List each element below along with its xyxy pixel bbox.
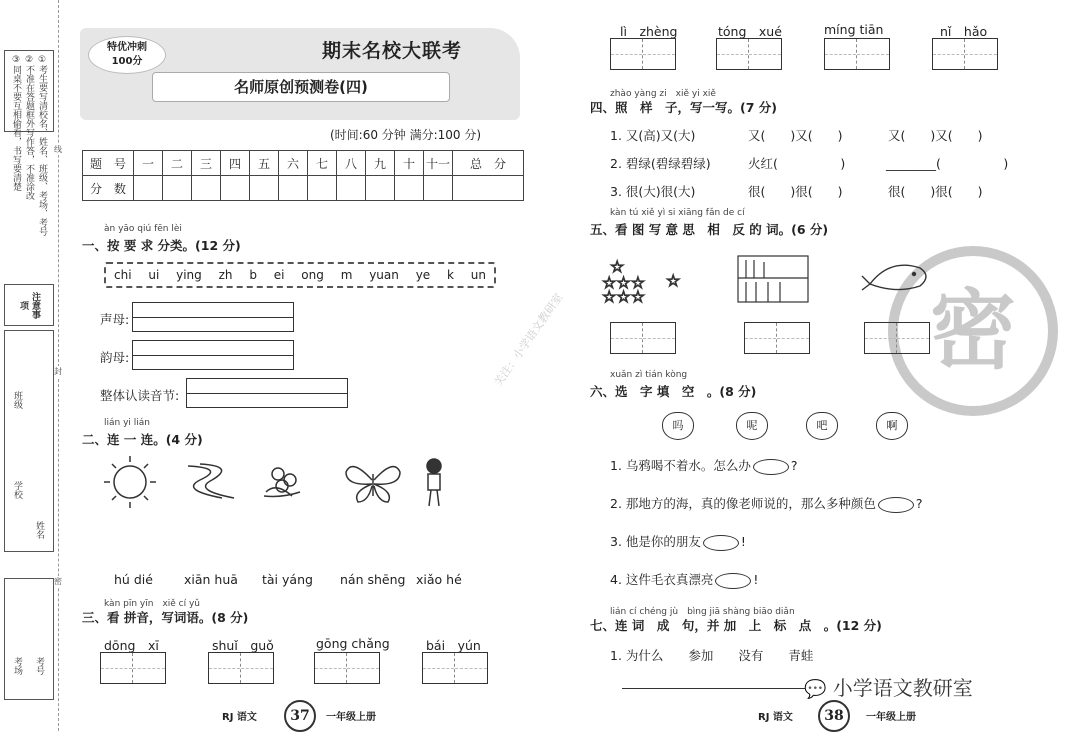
score-value-row xyxy=(83,176,524,201)
badge xyxy=(88,36,166,74)
s4-r3-c2[interactable]: 很( )很( ) xyxy=(748,184,843,199)
score-head: 七 xyxy=(308,151,337,176)
score-head: 六 xyxy=(279,151,308,176)
s5-grid-2[interactable] xyxy=(744,322,810,354)
exam-info-box xyxy=(4,578,54,700)
s6-item-4-text: 4. 这件毛衣真漂亮 xyxy=(610,572,714,587)
confidential-stamp: 密 xyxy=(888,246,1058,416)
word-sun: tài yáng xyxy=(262,572,313,587)
exam-title: 名师原创预测卷(四) xyxy=(152,72,450,102)
letter: ye xyxy=(415,268,431,282)
room-label: 考场 xyxy=(12,657,22,675)
s6-item-1 xyxy=(610,456,798,475)
s4-r2-c3[interactable]: ________( ) xyxy=(886,156,1009,171)
name-label: 姓名 xyxy=(34,521,44,539)
s3-item-4: bái yún xyxy=(426,638,481,653)
s3-grid-1[interactable] xyxy=(100,652,166,684)
word-butterfly: hú dié xyxy=(114,572,153,587)
s6-blank-1[interactable] xyxy=(753,459,789,475)
cut-mark-1: 线 xyxy=(54,145,62,154)
s7-title: 七、连 词 成 句，并 加 上 标 点 。(12 分) xyxy=(590,618,882,633)
sun-icon xyxy=(104,456,156,508)
s6-item-3-end: ! xyxy=(740,534,746,549)
score-head: 三 xyxy=(192,151,221,176)
svg-text:☆☆☆: ☆☆☆ xyxy=(602,287,646,306)
score-cell[interactable] xyxy=(366,176,395,201)
s3-grid-2[interactable] xyxy=(208,652,274,684)
s6-item-3 xyxy=(610,532,746,551)
s6-blank-2[interactable] xyxy=(878,497,914,513)
score-cell[interactable] xyxy=(134,176,163,201)
word-boy: nán shēng xyxy=(340,572,406,587)
footer-left-subject: RJ 语文 xyxy=(222,712,257,723)
river-icon xyxy=(188,464,234,498)
footer-right-grade: 一年级上册 xyxy=(866,712,916,723)
initials-label: 声母: xyxy=(100,312,130,327)
option-a[interactable]: 啊 xyxy=(876,412,908,440)
s3-title: 三、看 拼音，写词语。(8 分) xyxy=(82,610,249,625)
s5-pictures xyxy=(600,250,940,306)
s1-title: 一、按 要 求 分类。(12 分) xyxy=(82,238,241,253)
score-head: 八 xyxy=(337,151,366,176)
s3-item-7: míng tiān xyxy=(824,22,884,37)
option-ne[interactable]: 呢 xyxy=(736,412,768,440)
letter: ong xyxy=(301,268,324,282)
score-head: 四 xyxy=(221,151,250,176)
flower-icon xyxy=(264,468,300,497)
letter: un xyxy=(470,268,486,282)
svg-text:☆☆☆: ☆☆☆ xyxy=(602,273,646,292)
s3-grid-5[interactable] xyxy=(610,38,676,70)
wechat-icon: 💬 xyxy=(804,679,827,700)
footer-right-page: 38 xyxy=(818,700,850,732)
score-head: 十 xyxy=(395,151,424,176)
score-head: 十一 xyxy=(424,151,453,176)
svg-text:☆: ☆ xyxy=(666,271,681,290)
score-row-label: 分 数 xyxy=(83,176,134,201)
class-label: 班级 xyxy=(12,391,22,409)
s7-pinyin: lián cí chéng jù bìng jiā shàng biāo diǎn xyxy=(610,607,795,617)
s4-title: 四、照 样 子，写一写。(7 分) xyxy=(590,100,777,115)
time-info: (时间:60 分钟 满分:100 分) xyxy=(330,128,482,142)
note-line-2: ②不准在答题框外写作答，不准涂改 xyxy=(24,55,34,200)
s3-grid-3[interactable] xyxy=(314,652,380,684)
footer-left-page: 37 xyxy=(284,700,316,732)
s6-blank-3[interactable] xyxy=(703,535,739,551)
whale-icon xyxy=(862,265,926,290)
svg-text:☆: ☆ xyxy=(610,257,625,276)
score-table xyxy=(82,150,524,201)
initials-answer-line[interactable] xyxy=(132,302,294,332)
footer-right-subject: RJ 语文 xyxy=(758,712,793,723)
s4-r3-c3[interactable]: 很( )很( ) xyxy=(888,184,983,199)
cut-mark-3: 密 xyxy=(54,577,62,586)
letter: ei xyxy=(273,268,285,282)
s3-item-2: shuǐ guǒ xyxy=(212,638,274,653)
s2-pinyin: lián yi lián xyxy=(104,418,150,428)
option-ma[interactable]: 吗 xyxy=(662,412,694,440)
s3-item-1: dōng xī xyxy=(104,638,159,653)
score-head: 二 xyxy=(163,151,192,176)
books-icon xyxy=(738,256,808,302)
s5-title: 五、看 图 写 意 思 相 反 的 词。(6 分) xyxy=(590,222,829,237)
score-head: 五 xyxy=(250,151,279,176)
score-cell[interactable] xyxy=(337,176,366,201)
score-cell[interactable] xyxy=(308,176,337,201)
school-label: 学校 xyxy=(12,481,22,499)
s6-item-4-end: ! xyxy=(753,572,759,587)
s3-pinyin: kàn pīn yīn xiě cí yǔ xyxy=(104,599,201,609)
s6-item-2-text: 2. 那地方的海，真的像老师说的，那么多种颜色 xyxy=(610,496,876,511)
binding-strip xyxy=(0,0,62,731)
s5-pinyin: kàn tú xiě yì si xiāng fǎn de cí xyxy=(610,208,745,218)
letter: ying xyxy=(176,268,202,282)
notes-label: 注意事项 xyxy=(18,291,40,319)
brand-title: 期末名校大联考 xyxy=(322,40,463,62)
letter: m xyxy=(340,268,353,282)
score-head-label: 题 号 xyxy=(83,151,134,176)
s4-r2-c1: 2. 碧绿(碧绿碧绿) xyxy=(610,156,711,171)
s6-item-4 xyxy=(610,570,758,589)
note-line-3: ③同桌不要互相偷看，书写要清楚 xyxy=(11,55,21,191)
footer-left-grade: 一年级上册 xyxy=(326,712,376,723)
score-cell[interactable] xyxy=(221,176,250,201)
score-cell[interactable] xyxy=(163,176,192,201)
s6-blank-4[interactable] xyxy=(715,573,751,589)
badge-text: 特优冲刺 100分 xyxy=(107,42,147,67)
logo-text: 小学语文教研室 xyxy=(832,676,973,700)
word-flower: xiān huā xyxy=(184,572,238,587)
s4-r1-c2[interactable]: 又( )又( ) xyxy=(748,128,843,143)
s7-answer-line[interactable] xyxy=(622,688,818,689)
word-river: xiǎo hé xyxy=(416,572,462,587)
butterfly-icon xyxy=(346,467,400,502)
score-cell[interactable] xyxy=(424,176,453,201)
score-cell[interactable] xyxy=(192,176,221,201)
s3-grid-7[interactable] xyxy=(824,38,890,70)
letter: k xyxy=(446,268,454,282)
s1-pinyin: àn yāo qiú fēn lèi xyxy=(104,224,182,234)
s3-item-8: nǐ hǎo xyxy=(940,24,988,39)
s6-item-2 xyxy=(610,494,923,513)
letter: zh xyxy=(218,268,233,282)
s6-item-1-end: ? xyxy=(790,458,798,473)
finals-label: 韵母: xyxy=(100,350,130,365)
boy-icon xyxy=(427,459,441,506)
s3-item-3: gōng chǎng xyxy=(316,636,390,651)
number-label: 考号 xyxy=(34,657,44,675)
cut-mark-2: 封 xyxy=(54,367,62,376)
s4-r2-c2[interactable]: 火红( ) xyxy=(748,156,846,171)
notes-box xyxy=(4,50,54,236)
letter: chi xyxy=(114,268,132,282)
score-head: 一 xyxy=(134,151,163,176)
score-cell[interactable] xyxy=(279,176,308,201)
s2-pictures xyxy=(96,452,466,512)
s3-grid-6[interactable] xyxy=(716,38,782,70)
wechat-logo xyxy=(804,672,973,701)
score-head-total: 总 分 xyxy=(453,151,524,176)
info-box xyxy=(4,330,54,552)
letter-box xyxy=(104,262,496,288)
watermark-text: 关注：小学语文教研室 xyxy=(491,291,566,389)
s4-r1-c1: 1. 又(高)又(大) xyxy=(610,128,696,143)
finals-answer-line[interactable] xyxy=(132,340,294,370)
s5-grid-1[interactable] xyxy=(610,322,676,354)
note-line-1: ①考生要写清校名、姓名、班级、考场、考号 xyxy=(37,55,47,236)
letter: b xyxy=(249,268,257,282)
s4-r3-c1: 3. 很(大)很(大) xyxy=(610,184,696,199)
s6-item-3-text: 3. 他是你的朋友 xyxy=(610,534,701,549)
letter: ui xyxy=(148,268,160,282)
score-head: 九 xyxy=(366,151,395,176)
s2-title: 二、连 一 连。(4 分) xyxy=(82,432,203,447)
score-header-row xyxy=(83,151,524,176)
option-ba[interactable]: 吧 xyxy=(806,412,838,440)
s3-item-5: lì zhèng xyxy=(620,24,678,39)
score-cell[interactable] xyxy=(453,176,524,201)
notes-label-box xyxy=(4,284,54,326)
whole-syllable-label: 整体认读音节: xyxy=(100,388,180,403)
s3-grid-8[interactable] xyxy=(932,38,998,70)
whole-syllable-answer-line[interactable] xyxy=(186,378,348,408)
s3-item-6: tóng xué xyxy=(718,24,782,39)
s5-grid-3[interactable] xyxy=(864,322,930,354)
s6-title: 六、选 字 填 空 。(8 分) xyxy=(590,384,757,399)
s4-pinyin: zhào yàng zi xiě yi xiě xyxy=(610,89,716,99)
s6-pinyin: xuǎn zì tián kòng xyxy=(610,370,688,380)
s6-item-2-end: ? xyxy=(915,496,923,511)
score-cell[interactable] xyxy=(250,176,279,201)
letter: yuan xyxy=(369,268,399,282)
score-cell[interactable] xyxy=(395,176,424,201)
s7-item-1: 1. 为什么 参加 没有 青蛙 xyxy=(610,648,814,663)
stars-icon xyxy=(602,257,680,306)
s3-grid-4[interactable] xyxy=(422,652,488,684)
s4-r1-c3[interactable]: 又( )又( ) xyxy=(888,128,983,143)
s6-item-1-text: 1. 乌鸦喝不着水。怎么办 xyxy=(610,458,751,473)
